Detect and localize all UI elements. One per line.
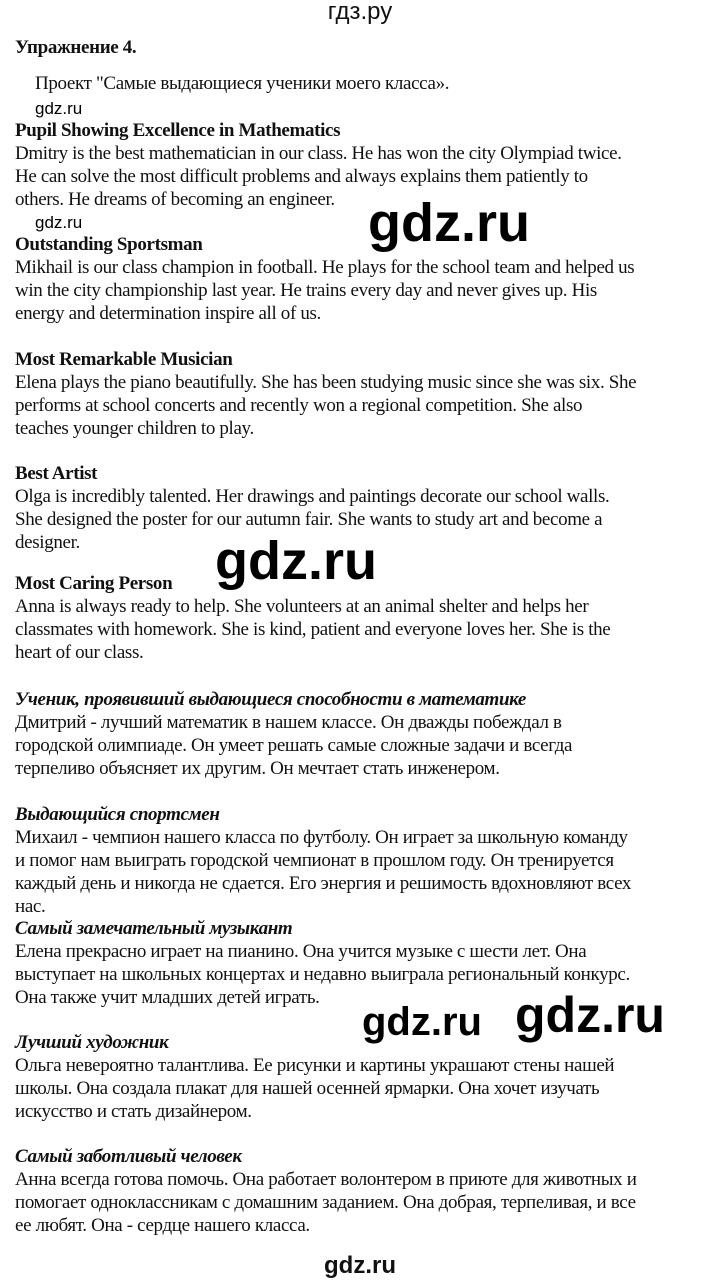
paragraph-line: heart of our class. [15, 642, 144, 663]
paragraph-line: терпеливо объясняет их другим. Он мечтает стать инженером. [15, 758, 500, 779]
paragraph-line: городской олимпиаде. Он умеет решать самые сложные задачи и всегда [15, 735, 573, 756]
paragraph-line: Olga is incredibly talented. Her drawings and paintings decorate our school walls. [15, 486, 610, 507]
paragraph-line: школы. Она создала плакат для нашей осенней ярмарки. Она хочет изучать [15, 1078, 600, 1099]
section-heading: Most Caring Person [15, 573, 173, 594]
project-title: Проект "Самые выдающиеся ученики моего класса». [35, 73, 450, 94]
paragraph-line: He can solve the most difficult problems and always explains them patiently to [15, 166, 588, 187]
section-heading: Outstanding Sportsman [15, 234, 203, 255]
paragraph-line: и помог нам выиграть городской чемпионат в прошлом году. Он тренируется [15, 850, 614, 871]
watermark-large: gdz.ru [215, 531, 377, 591]
paragraph-line: Anna is always ready to help. She volunteers at an animal shelter and helps her [15, 596, 589, 617]
watermark-small: gdz.ru [35, 99, 83, 118]
paragraph-line: Михаил - чемпион нашего класса по футболу. Он играет за школьную команду [15, 827, 628, 848]
paragraph-line: Дмитрий - лучший математик в нашем классе. Он дважды побеждал в [15, 712, 562, 733]
paragraph-line: Анна всегда готова помочь. Она работает волонтером в приюте для животных и [15, 1169, 637, 1190]
section-heading: Выдающийся спортсмен [15, 804, 220, 825]
paragraph-line: She designed the poster for our autumn fair. She wants to study art and become a [15, 509, 603, 530]
exercise-title: Упражнение 4. [15, 37, 137, 58]
watermark-small: gdz.ru [35, 213, 83, 232]
paragraph-line: energy and determination inspire all of us. [15, 303, 321, 324]
paragraph-line: каждый день и никогда не сдается. Его энергия и решимость вдохновляют всех [15, 873, 632, 894]
paragraph-line: designer. [15, 532, 80, 553]
section-heading: Most Remarkable Musician [15, 349, 233, 370]
paragraph-line: win the city championship last year. He trains every day and never gives up. His [15, 280, 597, 301]
paragraph-line: Она также учит младших детей играть. [15, 987, 320, 1008]
paragraph-line: teaches younger children to play. [15, 418, 254, 439]
paragraph-line: ее любят. Она - сердце нашего класса. [15, 1215, 310, 1236]
paragraph-line: others. He dreams of becoming an engineer. [15, 189, 335, 210]
section-heading: Самый замечательный музыкант [15, 918, 293, 939]
section-heading: Ученик, проявивший выдающиеся способности в математике [15, 689, 526, 710]
watermark-large: gdz.ru [362, 1000, 482, 1044]
paragraph-line: Ольга невероятно талантлива. Ее рисунки и картины украшают стены нашей [15, 1055, 615, 1076]
paragraph-line: Dmitry is the best mathematician in our class. He has won the city Olympiad twice. [15, 143, 622, 164]
paragraph-line: выступает на школьных концертах и недавно выиграла региональный конкурс. [15, 964, 630, 985]
watermark-large: gdz.ru [515, 987, 665, 1043]
paragraph-line: Mikhail is our class champion in football. He plays for the school team and helped us [15, 257, 635, 278]
paragraph-line: Elena plays the piano beautifully. She has been studying music since she was six. She [15, 372, 637, 393]
section-heading: Pupil Showing Excellence in Mathematics [15, 120, 341, 141]
paragraph-line: помогает одноклассникам с домашним заданием. Она добрая, терпеливая, и все [15, 1192, 636, 1213]
paragraph-line: искусство и стать дизайнером. [15, 1101, 252, 1122]
paragraph-line: classmates with homework. She is kind, patient and everyone loves her. She is the [15, 619, 611, 640]
watermark-large: gdz.ru [368, 193, 530, 253]
paragraph-line: нас. [15, 896, 46, 917]
paragraph-line: performs at school concerts and recently won a regional competition. She also [15, 395, 583, 416]
section-heading: Best Artist [15, 463, 98, 484]
paragraph-line: Елена прекрасно играет на пианино. Она учится музыке с шести лет. Она [15, 941, 587, 962]
site-header[interactable]: гдз.ру [327, 0, 393, 25]
section-heading: Лучший художник [15, 1032, 169, 1053]
section-heading: Самый заботливый человек [15, 1146, 242, 1167]
footer-link[interactable]: gdz.ru [324, 1252, 396, 1279]
